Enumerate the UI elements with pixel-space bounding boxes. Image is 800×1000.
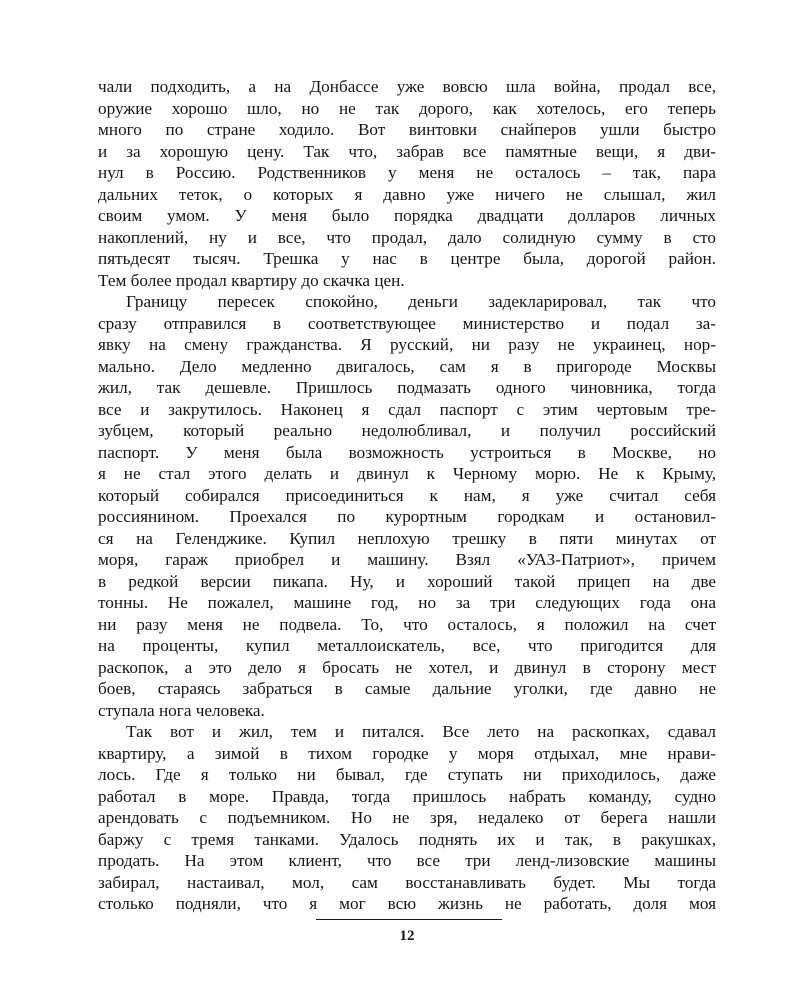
body-text [98, 76, 716, 915]
text-line: лось. Где я только ни бывал, где ступать ни приходилось, даже [98, 765, 716, 784]
text-line: пятьдесят тысяч. Трешка у нас в центре была, дорогой район. [98, 249, 716, 268]
text-line: своим умом. У меня было порядка двадцати долларов личных [98, 206, 716, 225]
text-line: Границу пересек спокойно, деньги задекларировал, так что [126, 292, 716, 311]
page-number: 12 [399, 928, 415, 944]
text-line: в редкой версии пикапа. Ну, и хороший такой прицеп на две [98, 571, 716, 591]
text-line: квартиру, а зимой в тихом городке у моря отдыхал, мне нрави- [98, 743, 716, 763]
text-line: Так вот и жил, тем и питался. Все лето на раскопках, сдавал [126, 722, 716, 741]
text-line: и за хорошую цену. Так что, забрав все памятные вещи, я дви- [98, 141, 716, 161]
text-line: дальних теток, о которых я давно уже ничего не слышал, жил [98, 184, 716, 204]
text-line: забирал, настаивал, мол, сам восстанавливать будет. Мы тогда [98, 872, 716, 892]
text-line: россиянином. Проехался по курортным городкам и остановил- [98, 507, 716, 526]
text-line: продать. На этом клиент, что все три ленд-лизовские машины [98, 851, 716, 870]
text-line: на проценты, купил металлоискатель, все, что пригодится для [98, 636, 716, 655]
text-line: ся на Геленджике. Купил неплохую трешку в пяти минутах от [98, 528, 716, 548]
text-line: мально. Дело медленно двигалось, сам я в пригороде Москвы [98, 356, 716, 376]
text-line: явку на смену гражданства. Я русский, ни разу не украинец, нор- [98, 335, 716, 354]
text-line: ступала нога человека. [98, 700, 265, 720]
text-line: тонны. Не пожалел, машине год, но за три следующих года она [98, 593, 716, 612]
text-line: чали подходить, а на Донбассе уже вовсю шла война, продал все, [98, 77, 716, 96]
text-line: накоплений, ну и все, что продал, дало солидную сумму в сто [98, 227, 716, 247]
text-line: столько подняли, что я мог всю жизнь не работать, доля моя [98, 894, 716, 913]
text-line: баржу с тремя танками. Удалось поднять их и так, в ракушках, [98, 829, 716, 849]
text-line: оружие хорошо шло, но не так дорого, как хотелось, его теперь [98, 98, 716, 118]
text-line: паспорт. У меня была возможность устроиться в Москве, но [98, 442, 716, 462]
text-line: жил, так дешевле. Пришлось подмазать одного чиновника, тогда [98, 378, 716, 397]
text-line: который собирался присоединиться к нам, я уже считал себя [98, 485, 716, 505]
text-line: работал в море. Правда, тогда пришлось набрать команду, судно [98, 786, 716, 806]
text-line: арендовать с подъемником. Но не зря, недалеко от берега нашли [98, 808, 716, 827]
text-line: нул в Россию. Родственников у меня не осталось – так, пара [98, 163, 716, 182]
text-line: моря, гараж приобрел и машину. Взял «УАЗ-Патриот», причем [98, 550, 716, 569]
footer-rule [316, 919, 502, 920]
text-line: я не стал этого делать и двинул к Черному морю. Не к Крыму, [98, 464, 716, 483]
text-line: сразу отправился в соответствующее министерство и подал за- [98, 313, 716, 333]
text-line: Тем более продал квартиру до скачка цен. [98, 270, 405, 290]
text-line: все и закрутилось. Наконец я сдал паспорт с этим чертовым тре- [98, 399, 716, 419]
text-line: зубцем, который реально недолюбливал, и получил российский [98, 421, 716, 440]
text-line: ни разу меня не подвела. То, что осталось, я положил на счет [98, 614, 716, 634]
text-line: боев, стараясь забраться в самые дальние уголки, где давно не [98, 679, 716, 698]
text-line: раскопок, а это дело я бросать не хотел, и двинул в сторону мест [98, 657, 716, 677]
text-line: много по стране ходило. Вот винтовки снайперов ушли быстро [98, 120, 716, 139]
